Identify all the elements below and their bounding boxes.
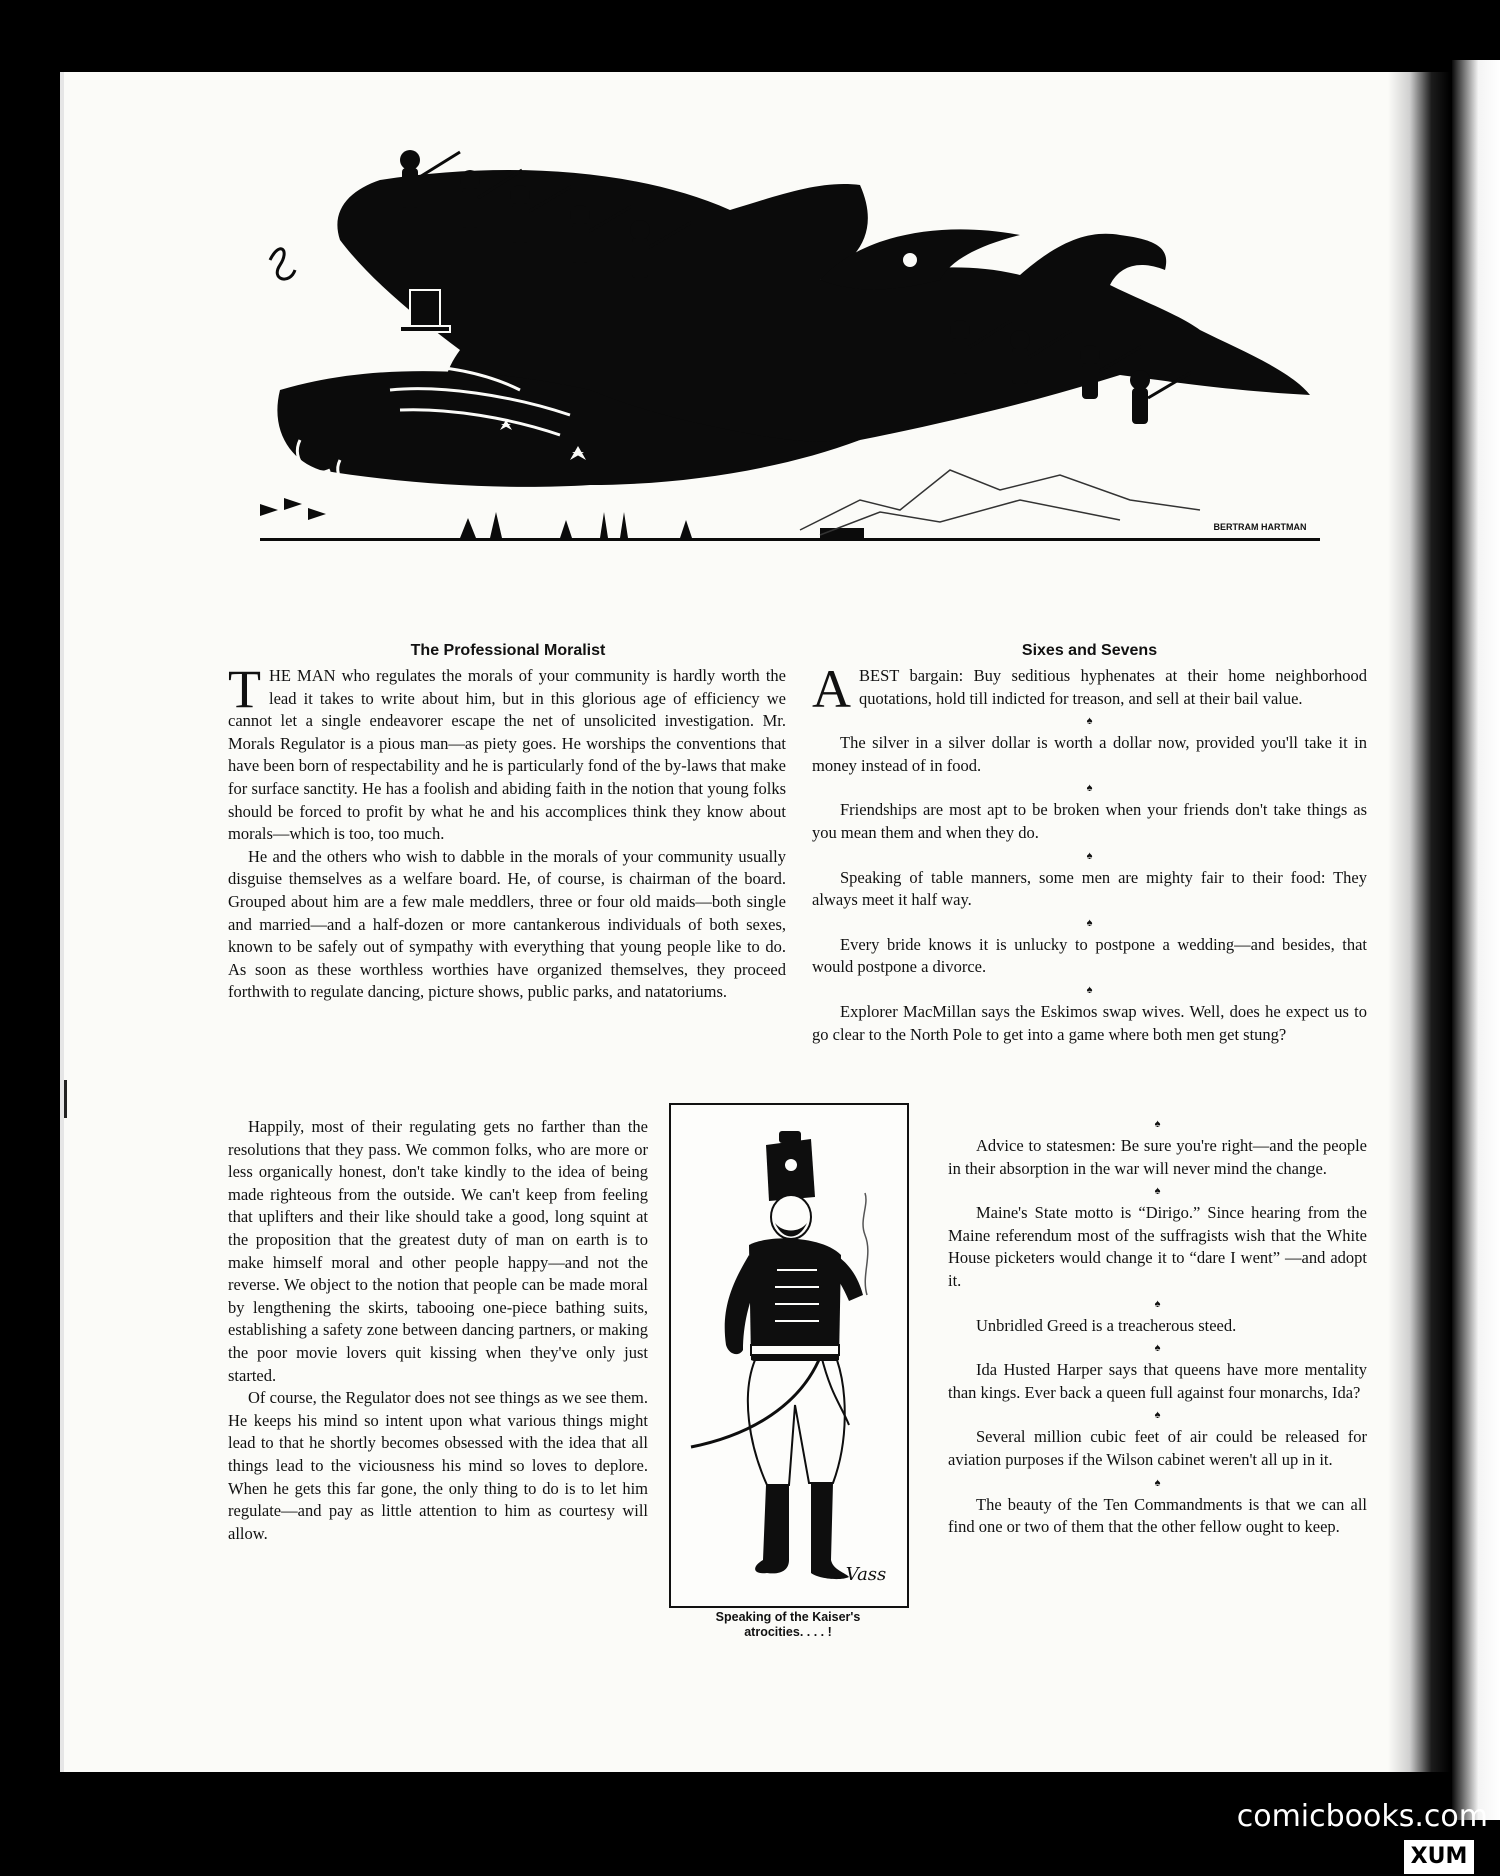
quip-1: ABEST bargain: Buy seditious hyphenates at their home neighborhood quotations, hold till indicted for treason, and sell at their bail value. <box>812 659 1367 719</box>
binding-mark <box>64 1080 67 1118</box>
caption-line-2: atrocities. . . . ! <box>744 1625 832 1639</box>
quip-7: Advice to statesmen: Be sure you're right—and the people in their absorption in the war will never mind the change. <box>948 1136 1367 1178</box>
quip-12: The beauty of the Ten Commandments is that we can all find one or two of them that the other fellow ought to keep. <box>948 1494 1367 1537</box>
watermark-tag: XUM <box>1404 1840 1474 1874</box>
spade-icon: ♠ <box>1086 916 1093 929</box>
spade-icon: ♠ <box>1086 849 1093 862</box>
watermark-site: comicbooks.com <box>1236 1799 1488 1834</box>
article-title-professional-moralist: The Professional Moralist <box>410 642 606 659</box>
spade-icon: ♠ <box>1086 715 1093 728</box>
spine-shadow <box>1388 72 1450 1772</box>
spade-icon: ♠ <box>1154 1409 1161 1422</box>
drop-cap: T <box>228 659 261 719</box>
article-title-sixes-and-sevens: Sixes and Sevens <box>1021 642 1158 659</box>
spade-icon: ♠ <box>1154 1342 1161 1355</box>
spade-icon: ♠ <box>1154 1185 1161 1198</box>
quip-8: Maine's State motto is “Dirigo.” Since hearing from the Maine referendum most of the suffragists wish that the White House picketers would change it to “dare I went” —and adopt it. <box>948 1203 1367 1290</box>
paragraph-1: THE MAN who regulates the morals of your community is hardly worth the lead it takes to write about him, but in this glorious age of efficiency we cannot let a single endeavorer escape the net of unsolicited investigation. Mr. Morals Regulator is a pious man—as piety goes. He worships the conventions that have been born of respectability and he is particularly fond of the by-laws that make for surface sanctity. He has a foolish and abiding faith in the notion that young folks should be forced to profit by what he and his accomplices think they know about morals—which is too, too much. <box>228 659 786 844</box>
drop-cap-a: A <box>812 659 851 719</box>
article-professional-moralist-continued <box>228 1116 648 1545</box>
article-professional-moralist <box>228 659 786 1004</box>
quip-9: Unbridled Greed is a treacherous steed. <box>976 1315 1237 1335</box>
quip-4: Speaking of table manners, some men are mighty fair to their food: They always meet it half way. <box>812 867 1367 910</box>
spade-icon: ♠ <box>1086 782 1093 795</box>
facing-page-edge <box>1452 60 1500 1820</box>
cartoon-signature: Vass <box>845 1564 887 1585</box>
paragraph-3: Happily, most of their regulating gets no farther than the resolutions that they pass. We common folks, who are more or less organically honest, don't take kindly to the idea of being made righteous from the outside. We can't keep from feeling that uplifters and their like should take a good, long squint at the proposition that the greatest duty of man on earth is to make himself moral and other people happy—and not the reverse. We object to the notion that people can be made moral by lengthening the skirts, tabooing one-piece bathing suits, establishing a safety zone between dancing partners, or making the poor movie lovers quit kissing when they've only just started. <box>228 1117 648 1385</box>
quip-6: Explorer MacMillan says the Eskimos swap wives. Well, does he expect us to go clear to the North Pole to get into a game where both men get stung? <box>812 1001 1367 1044</box>
illustration-signature: BERTRAM HARTMAN <box>1213 522 1307 532</box>
quip-2: The silver in a silver dollar is worth a dollar now, provided you'll take it in money instead of in food. <box>812 733 1367 775</box>
paragraph-4: Of course, the Regulator does not see things as we see them. He keeps his mind so intent upon what various things might lead to that he shortly becomes obsessed with the idea that all things lead to the viciousness his mind so loves to deplore. When he gets this far gone, the only thing to do is to let him regulate—and pay as little attention to him as courtesy will allow. <box>228 1388 648 1543</box>
kaiser-cartoon <box>671 1105 907 1606</box>
eagle-illustration <box>260 140 1320 610</box>
article-sixes-and-sevens-narrow <box>948 1113 1367 1539</box>
paragraph-2: He and the others who wish to dabble in the morals of your community usually disguise themselves as a welfare board. He, of course, is chairman of the board. Grouped about him are a few male meddlers, three or four old maids—both single and married—and a half-dozen or more cantankerous individuals of both sexes, known to be safely out of sympathy with everything that young people like to do. As soon as these worthless worthies have organized themselves, they proceed forthwith to regulate dancing, picture shows, public parks, and natatoriums. <box>228 846 786 1002</box>
quip-11: Several million cubic feet of air could be released for aviation purposes if the Wilson cabinet weren't all up in it. <box>948 1427 1367 1469</box>
caption-line-1: Speaking of the Kaiser's <box>715 1610 861 1624</box>
quip-3: Friendships are most apt to be broken when your friends don't take things as you mean them and when they do. <box>812 800 1367 842</box>
article-sixes-and-sevens <box>812 659 1367 1046</box>
spade-icon: ♠ <box>1154 1118 1161 1130</box>
quip-5: Every bride knows it is unlucky to postpone a wedding—and besides, that would postpone a divorce. <box>812 934 1367 977</box>
cartoon-caption <box>672 1610 904 1640</box>
spade-icon: ♠ <box>1086 983 1093 996</box>
spade-icon: ♠ <box>1154 1297 1161 1310</box>
spade-icon: ♠ <box>1154 1476 1161 1489</box>
quip-10: Ida Husted Harper says that queens have more mentality than kings. Ever back a queen full against four monarchs, Ida? <box>948 1360 1367 1402</box>
kaiser-cartoon-frame <box>669 1103 909 1608</box>
